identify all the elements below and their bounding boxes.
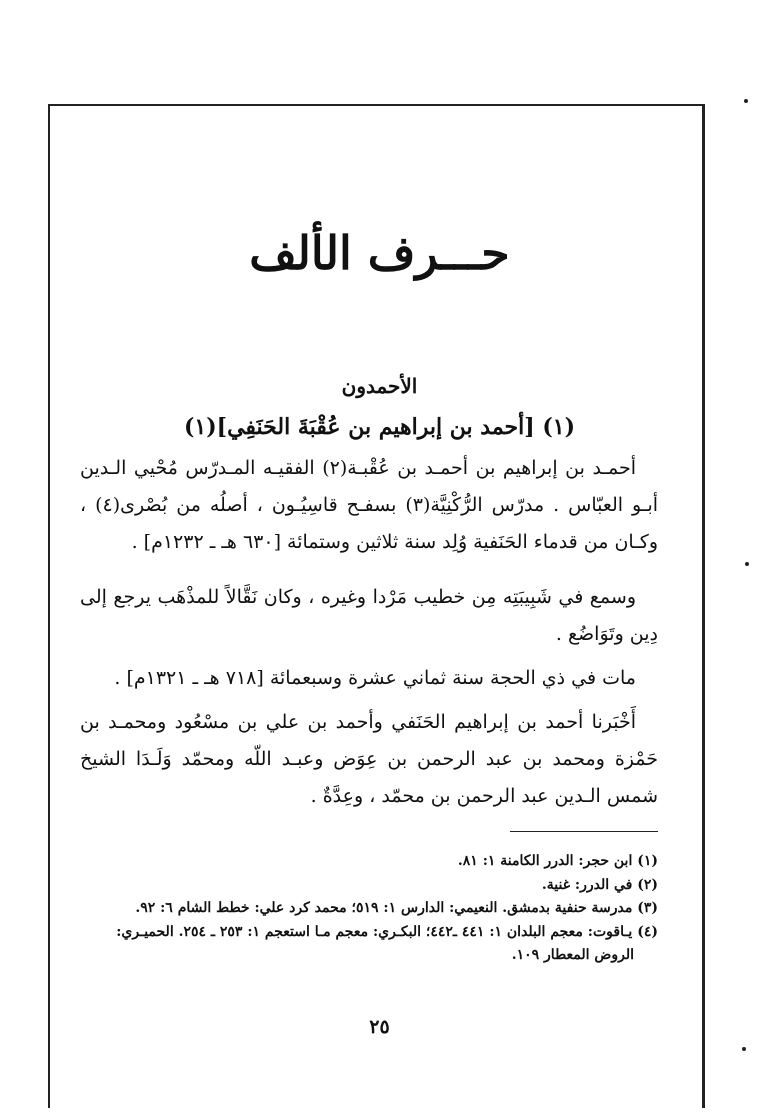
scan-dot-middle xyxy=(745,562,749,566)
section-title: الأحمدون xyxy=(341,374,418,398)
footnote-4-continued: الروض المعطار ١٠٩. xyxy=(511,947,634,963)
footnote-2: (٢) في الدرر: غنية. xyxy=(541,876,658,893)
paragraph-study: وسمع في شَبِيبَتِه مِن خطيب مَرْدا وغيره ، وكان نَقَّالاً للمذْهَب يرجع إلى دِين وتَوَاضُع . xyxy=(80,586,658,645)
footnote-3: (٣) مدرسة حنفية بدمشق. النعيمي: الدارس ١: ٥١٩؛ محمد كرد علي: خطط الشام ٦: ٩٢. xyxy=(135,900,658,916)
footnote-1: (١) ابن حجر: الدرر الكامنة ١: ٨١. xyxy=(457,853,658,869)
paragraph-biography: أحمـد بن إبراهيم بن أحمـد بن عُقْبـة(٢) الفقيـه المـدرّس مُحْيي الـدين أبـو العبّاس . مدرّس الرُّكْنِيَّة(٣) بسفـح قاسِيُـون ، أصلُه من بُصْرى(٤) ، وكـان من قدماء الحَنَفية وُلِد سنة ثلاثين وستمائة [٦٣٠ هـ ـ ١٢٣٢م] . xyxy=(80,457,659,553)
footnote-divider xyxy=(510,831,658,832)
page-number: ٢٥ xyxy=(369,1016,390,1038)
chapter-title: حـــرف الألف xyxy=(249,226,510,280)
entry-title: (١) [أحمد بن إبراهيم بن عُقْبَةَ الحَنَفِي](١) xyxy=(184,414,575,440)
footnote-4: (٤) يـاقوت: معجم البلدان ١: ٤٤١ ـ٤٤٢؛ البكـري: معجم مـا استعجم ١: ٢٥٣ ـ ٢٥٤. الحميـري: xyxy=(116,923,658,940)
scan-dot-bottom xyxy=(742,1047,746,1051)
paragraph-narration: أَخْبَرنا أحمد بن إبراهيم الحَنَفي وأحمد بن علي بن مسْعُود ومحمـد بن حَمْزة ومحمد بن عبد الرحمن بن عِوَض وعبـد اللّه ومحمّد وَلَـدَا الشيخ شمس الـدين عبد الرحمن بن محمّد ، وعِدَّةٌ . xyxy=(80,711,658,807)
scan-dot-top xyxy=(744,99,748,103)
footnotes xyxy=(80,850,658,968)
paragraph-death: مات في ذي الحجة سنة ثماني عشرة وسبعمائة [٧١٨ هـ ـ ١٣٢١م] . xyxy=(114,667,636,689)
